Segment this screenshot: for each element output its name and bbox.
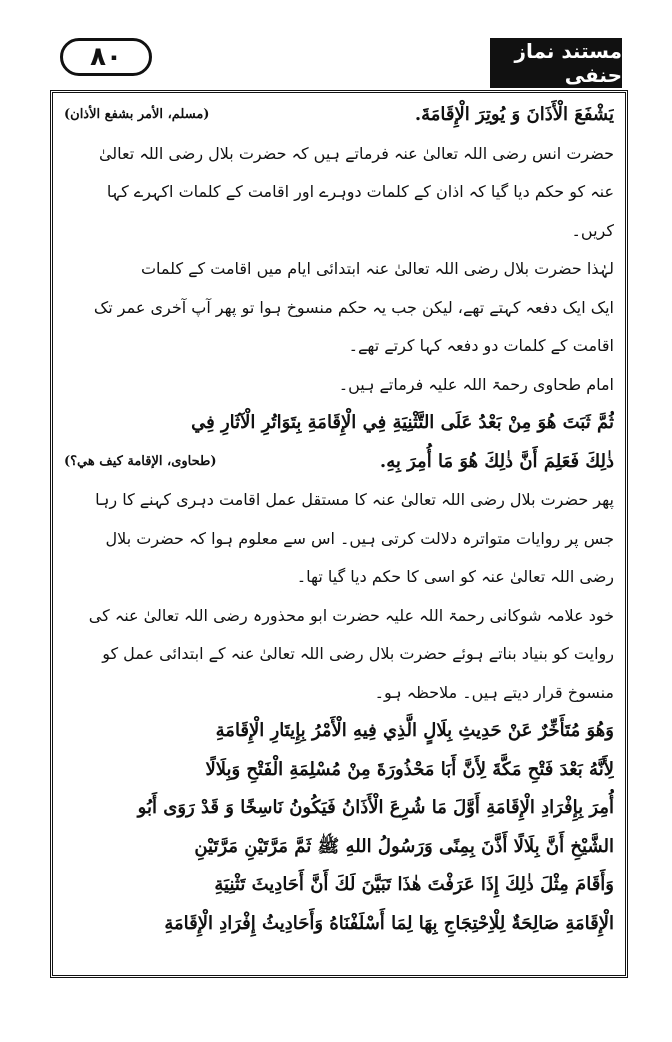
text-line: اقامت کے کلمات دو دفعہ کہا کرتے تھے۔ bbox=[348, 336, 614, 355]
text-line: روایت کو بنیاد بناتے ہوئے حضرت بلال رضی اللہ تعالیٰ عنہ کے ابتدائی عمل کو bbox=[102, 644, 614, 663]
text-line: حضرت انس رضی اللہ تعالیٰ عنہ فرماتے ہیں کہ حضرت بلال رضی اللہ تعالیٰ bbox=[98, 143, 614, 163]
arabic-line: أُمِرَ بِإِفْرَادِ الْإِقَامَةِ أَوَّلَ مَا شُرِعَ الْأَذَانُ فَيَكُونُ نَاسِخًا وَ قَدْ رَوَى أَبُو bbox=[137, 797, 614, 818]
text-line: خود علامہ شوکانی رحمۃ اللہ علیہ حضرت ابو محذورہ رضی اللہ تعالیٰ عنہ کی bbox=[88, 605, 614, 625]
text-line: منسوخ قرار دیتے ہیں۔ ملاحظہ ہو۔ bbox=[374, 682, 614, 702]
book-title: مستند نماز حنفی bbox=[490, 38, 622, 88]
arabic-line: وَهُوَ مُتَأَخِّرٌ عَنْ حَدِيثِ بِلَالٍ الَّذِي فِيهِ الْأَمْرُ بِإِيتَارِ الْإِقَامَةِ bbox=[215, 720, 614, 741]
arabic-text: يَشْفَعَ الْأَذَانَ وَ يُوتِرَ الْإِقَامَةَ. bbox=[414, 104, 614, 125]
page-number: ۸۰ bbox=[60, 38, 152, 76]
text-line: جس پر روایات متواترہ دلالت کرتی ہیں۔ اس سے معلوم ہوا کہ حضرت بلال bbox=[105, 528, 614, 548]
arabic-line: الْإِقَامَةِ صَالِحَةٌ لِلْاِحْتِجَاجِ بِهَا لِمَا أَسْلَفْنَاهُ وَأَحَادِيثُ إِفْرَادِ الْإِقَامَةِ bbox=[164, 912, 614, 934]
hadith-line-2 bbox=[64, 443, 614, 482]
arabic-text: ذٰلِكَ فَعَلِمَ أَنَّ ذٰلِكَ هُوَ مَا أُمِرَ بِهِ. bbox=[379, 450, 614, 472]
arabic-line: ثُمَّ ثَبَتَ هُوَ مِنْ بَعْدُ عَلَى التَّثْنِيَةِ فِي الْإِقَامَةِ بِتَوَاتُرِ الْآثَارِ فِي bbox=[191, 412, 614, 433]
arabic-line: وَأَقَامَ مِثْلَ ذٰلِكَ إِذَا عَرَفْتَ هٰذَا تَبَيَّنَ لَكَ أَنَّ أَحَادِيثَ تَثْنِيَةِ bbox=[214, 874, 614, 895]
arabic-line: الشَّيْخِ أَنَّ بِلَالًا أَذَّنَ بِمِنًى وَرَسُولُ اللهِ ﷺ ثَمَّ مَرَّتَيْنِ مَرَّتَيْنِ bbox=[194, 835, 614, 857]
arabic-line: لِأَنَّهُ بَعْدَ فَتْحِ مَكَّةَ لِأَنَّ أَبَا مَحْذُورَةَ مِنْ مُسْلِمَةِ الْفَتْحِ وَبِلَالًا bbox=[205, 758, 614, 780]
text-line: رضی اللہ تعالیٰ عنہ کو اسی کا حکم دیا گیا تھا۔ bbox=[296, 567, 614, 586]
text-line: لہٰذا حضرت بلال رضی اللہ تعالیٰ عنہ ابتدائی ایام میں اقامت کے کلمات bbox=[140, 259, 614, 278]
text-line: پھر حضرت بلال رضی اللہ تعالیٰ عنہ کا مستقل عمل اقامت دہری کہنے کا رہا bbox=[95, 490, 614, 509]
reference-citation: (مسلم، الأمر بشفع الأذان) bbox=[64, 107, 210, 122]
hadith-line-1 bbox=[64, 96, 614, 135]
reference-citation: (طحاوی، الإقامة كيف هي؟) bbox=[64, 453, 217, 469]
text-line: عنہ کو حکم دیا گیا کہ اذان کے کلمات دوہرے اور اقامت کے کلمات اکہرے کہا bbox=[106, 182, 614, 201]
page-body bbox=[64, 96, 614, 943]
text-line: ایک ایک دفعہ کہتے تھے، لیکن جب یہ حکم منسوخ ہوا تو پھر آپ آخری عمر تک bbox=[93, 297, 614, 317]
text-line: امام طحاوی رحمۃ اللہ علیہ فرماتے ہیں۔ bbox=[338, 374, 614, 394]
text-line: کریں۔ bbox=[571, 220, 614, 240]
